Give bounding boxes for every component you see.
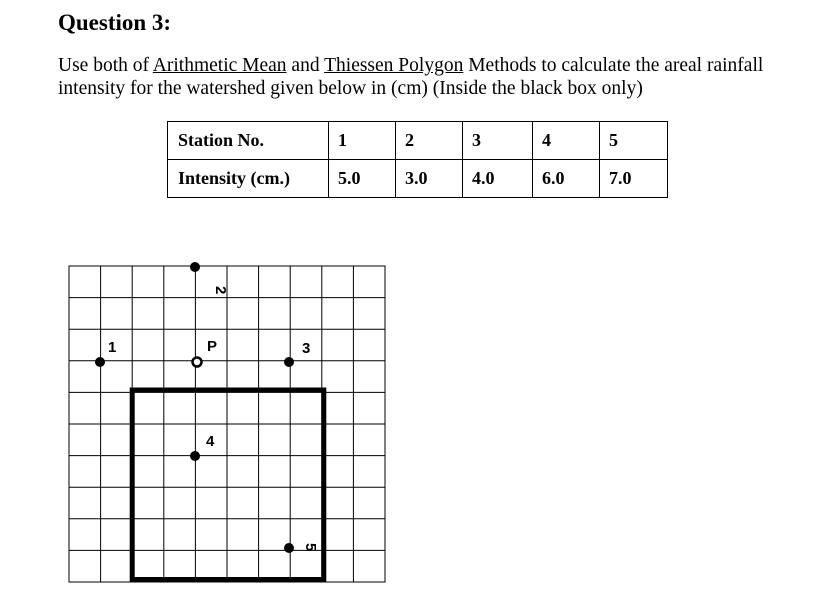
grid-lines [69,266,385,582]
point-p-label: P [207,338,218,355]
station-label: 5 [302,543,319,552]
station-dot [190,262,200,272]
station-number-header: Station No. [168,122,329,160]
station-label: 1 [108,339,117,356]
station-dot [284,543,294,553]
station-number-cell: 5 [600,122,668,160]
station-number-cell: 1 [329,122,396,160]
question-heading: Question 3: [58,10,172,35]
station-4 [190,433,215,461]
station-3 [284,340,310,367]
station-label: 3 [302,340,311,357]
station-number-cell: 4 [533,122,600,160]
station-5 [284,543,319,553]
intensity-cell: 3.0 [396,160,463,198]
station-number-cell: 2 [396,122,463,160]
watershed-boundary-box [132,390,324,580]
station-dot [284,357,294,367]
method-arithmetic-mean: Arithmetic Mean [152,55,287,76]
prompt-intro: Use both of [58,55,153,76]
station-label: 2 [212,286,229,295]
station-label: 4 [206,433,215,450]
station-dot [95,357,105,367]
prompt-joiner: and [286,55,325,76]
intensity-cell: 6.0 [533,160,600,198]
station-number-cell: 3 [463,122,533,160]
point-p [193,338,218,367]
intensity-header: Intensity (cm.) [168,160,329,198]
intensity-cell: 5.0 [329,160,396,198]
method-thiessen-polygon: Thiessen Polygon [324,55,464,76]
station-dot [190,451,200,461]
intensity-cell: 7.0 [600,160,668,198]
station-1 [95,339,116,367]
point-p-open-circle [193,358,202,367]
prompt-rest: Methods to calculate the areal rainfall intensity for the watershed given below in (cm) (Inside the black box only) [58,55,764,99]
intensity-cell: 4.0 [463,160,533,198]
